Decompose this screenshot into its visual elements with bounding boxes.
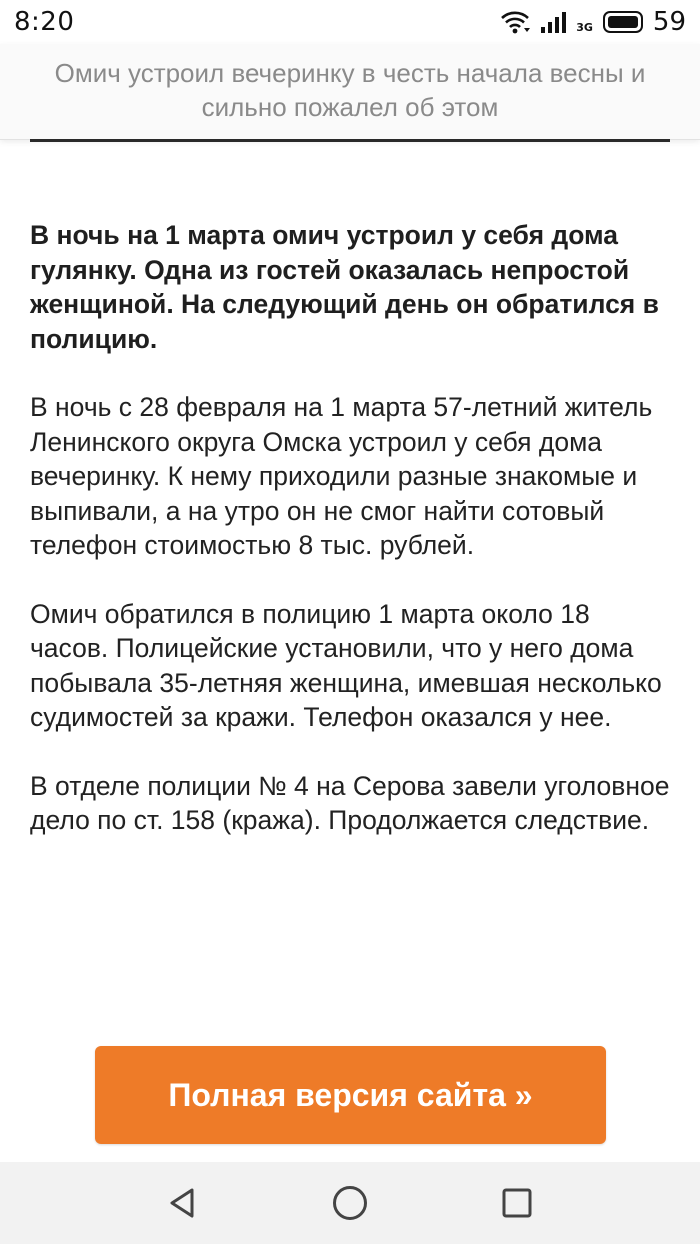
article-paragraph: В ночь с 28 февраля на 1 марта 57-летний житель Ленинского округа Омска устроил у себя дома вечеринку. К нему приходили разные знакомые и выпивали, а на утро он не смог найти сотовый телефон стоимостью 8 тыс. рублей. (30, 392, 653, 560)
article-lead: В ночь на 1 марта омич устроил у себя дома гулянку. Одна из гостей оказалась непростой женщиной. На следующий день он обратился в полицию. (30, 220, 659, 354)
navigation-bar (0, 1162, 700, 1244)
battery-level: 59 (652, 7, 686, 37)
wifi-icon (500, 10, 530, 34)
network-type-label: 3G (576, 20, 593, 34)
article-paragraph: В отделе полиции № 4 на Серова завели уголовное дело по ст. 158 (кража). Продолжается следствие. (30, 770, 670, 835)
page-header (0, 44, 700, 140)
recents-icon[interactable] (487, 1173, 547, 1233)
signal-icon (540, 10, 570, 34)
page-title: Омич устроил вечеринку в честь начала весны и сильно пожалел об этом (54, 57, 646, 122)
back-icon[interactable] (153, 1173, 213, 1233)
status-icons (500, 7, 686, 37)
article-paragraph: Омич обратился в полицию 1 марта около 18 часов. Полицейские установили, что у него дома побывала 35-летняя женщина, имевшая несколько судимостей за кражи. Телефон оказался у нее. (30, 598, 662, 732)
status-time: 8:20 (14, 7, 75, 37)
title-divider (30, 139, 670, 142)
battery-icon (603, 11, 643, 33)
article-body (30, 218, 672, 872)
status-bar (0, 0, 700, 44)
home-icon[interactable] (320, 1173, 380, 1233)
full-version-button[interactable]: Полная версия сайта » (95, 1046, 606, 1144)
